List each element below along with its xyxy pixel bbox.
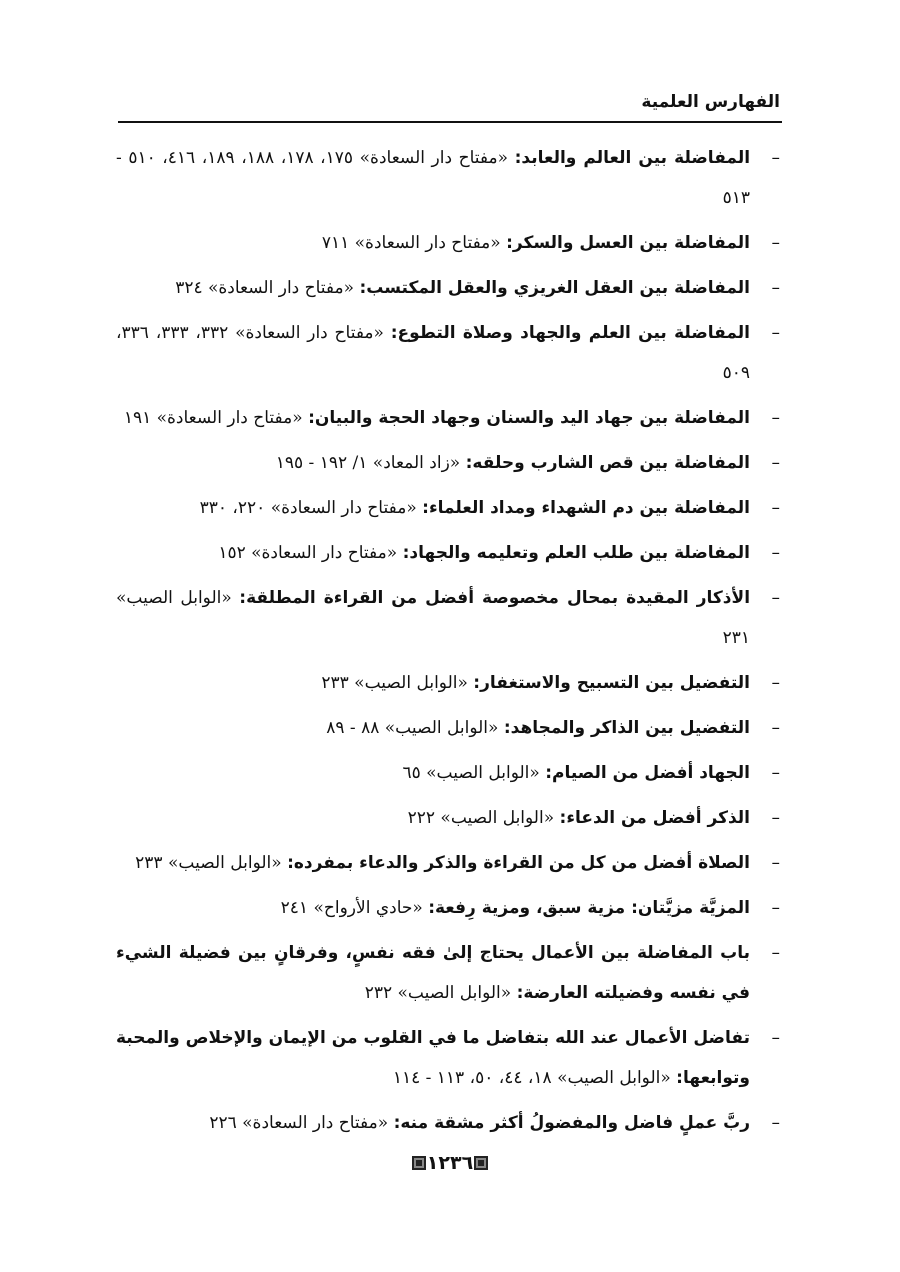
entry-source: «مفتاح دار السعادة» ١٩١	[123, 408, 303, 428]
index-entry	[116, 708, 780, 748]
entry-subject: الذكر أفضل من الدعاء:	[559, 808, 750, 828]
entry-subject: المفاضلة بين طلب العلم وتعليمه والجهاد:	[402, 543, 750, 563]
entry-dash: –	[771, 453, 780, 473]
entry-source: «مفتاح دار السعادة» ٢٢٠، ٣٣٠	[199, 498, 417, 518]
entry-dash: –	[771, 1028, 780, 1048]
entry-dash: –	[771, 853, 780, 873]
entry-dash: –	[771, 898, 780, 918]
index-entry	[116, 488, 780, 528]
index-entry	[116, 798, 780, 838]
entry-dash: –	[771, 588, 780, 608]
entry-subject: التفضيل بين التسبيح والاستغفار:	[473, 673, 750, 693]
entry-source: «مفتاح دار السعادة» ١٧٥، ١٧٨، ١٨٨، ١٨٩، ٤١٦، ٥١٠ - ٥١٣	[116, 148, 750, 208]
entry-dash: –	[771, 148, 780, 168]
entry-source: «الوابل الصيب» ٢٢٢	[407, 808, 555, 828]
entry-dash: –	[771, 543, 780, 563]
index-entry	[116, 1018, 780, 1098]
entry-subject: ربَّ عملٍ فاضل والمفضولُ أكثر مشقة منه:	[393, 1113, 750, 1133]
entry-dash: –	[771, 718, 780, 738]
entry-subject: المفاضلة بين جهاد اليد والسنان وجهاد الحجة والبيان:	[308, 408, 750, 428]
entry-source: «مفتاح دار السعادة» ١٥٢	[218, 543, 398, 563]
index-entry	[116, 223, 780, 263]
entry-dash: –	[771, 808, 780, 828]
running-title: الفهارس العلمية	[641, 92, 780, 112]
entry-dash: –	[771, 323, 780, 343]
entry-source: «مفتاح دار السعادة» ٣٣٢، ٣٣٣، ٣٣٦، ٥٠٩	[116, 323, 750, 383]
entry-subject: المفاضلة بين العلم والجهاد وصلاة التطوع:	[390, 323, 751, 343]
index-entries	[116, 138, 780, 1148]
index-entry	[116, 138, 780, 218]
entry-source: «الوابل الصيب» ١٨، ٤٤، ٥٠، ١١٣ - ١١٤	[392, 1068, 671, 1088]
index-entry	[116, 578, 780, 658]
entry-source: «الوابل الصيب» ٢٣٣	[135, 853, 282, 873]
entry-dash: –	[771, 278, 780, 298]
ornament-icon	[412, 1156, 426, 1170]
index-entry	[116, 753, 780, 793]
ornament-icon	[474, 1156, 488, 1170]
index-entry	[116, 443, 780, 483]
entry-dash: –	[771, 673, 780, 693]
entry-dash: –	[771, 943, 780, 963]
entry-subject: المفاضلة بين قص الشارب وحلقه:	[465, 453, 750, 473]
entry-source: «زاد المعاد» ١/ ١٩٢ - ١٩٥	[275, 453, 461, 473]
entry-subject: تفاضل الأعمال عند الله بتفاضل ما في القلوب من الإيمان والإخلاص والمحبة وتوابعها:	[116, 1028, 750, 1088]
entry-source: «الوابل الصيب» ٢٣١	[116, 588, 750, 648]
entry-source: «مفتاح دار السعادة» ٧١١	[321, 233, 501, 253]
index-entry	[116, 398, 780, 438]
entry-source: «مفتاح دار السعادة» ٣٢٤	[175, 278, 355, 298]
entry-dash: –	[771, 233, 780, 253]
entry-subject: باب المفاضلة بين الأعمال يحتاج إلىٰ فقه نفسٍ، وفرقانٍ بين فضيلة الشيء في نفسه وفضيلته العارضة:	[116, 943, 750, 1003]
entry-source: «الوابل الصيب» ٢٣٢	[364, 983, 512, 1003]
entry-dash: –	[771, 408, 780, 428]
entry-subject: التفضيل بين الذاكر والمجاهد:	[503, 718, 750, 738]
entry-source: «الوابل الصيب» ٢٣٣	[321, 673, 468, 693]
index-entry	[116, 313, 780, 393]
entry-source: «حادي الأرواح» ٢٤١	[280, 898, 423, 918]
entry-subject: المفاضلة بين العقل الغريزي والعقل المكتسب:	[359, 278, 750, 298]
entry-source: «مفتاح دار السعادة» ٢٢٦	[209, 1113, 389, 1133]
entry-subject: المفاضلة بين دم الشهداء ومداد العلماء:	[422, 498, 750, 518]
entry-dash: –	[771, 763, 780, 783]
index-entry	[116, 1103, 780, 1143]
entry-subject: المفاضلة بين العالم والعابد:	[514, 148, 751, 168]
entry-source: «الوابل الصيب» ٨٨ - ٨٩	[326, 718, 499, 738]
index-entry	[116, 888, 780, 928]
entry-subject: المزيَّة مزيَّتان: مزية سبق، ومزية رِفعة:	[428, 898, 750, 918]
entry-dash: –	[771, 498, 780, 518]
entry-dash: –	[771, 1113, 780, 1133]
index-entry	[116, 843, 780, 883]
index-entry	[116, 268, 780, 308]
page-number: ١٢٣٦	[426, 1152, 474, 1174]
entry-subject: الأذكار المقيدة بمحال مخصوصة أفضل من القراءة المطلقة:	[239, 588, 751, 608]
index-entry	[116, 663, 780, 703]
page-number-block	[0, 1152, 900, 1174]
index-entry	[116, 533, 780, 573]
header-rule	[118, 121, 782, 123]
entry-subject: المفاضلة بين العسل والسكر:	[506, 233, 750, 253]
entry-subject: الجهاد أفضل من الصيام:	[545, 763, 750, 783]
index-entry	[116, 933, 780, 1013]
entry-source: «الوابل الصيب» ٦٥	[402, 763, 540, 783]
entry-subject: الصلاة أفضل من كل من القراءة والذكر والدعاء بمفرده:	[287, 853, 750, 873]
